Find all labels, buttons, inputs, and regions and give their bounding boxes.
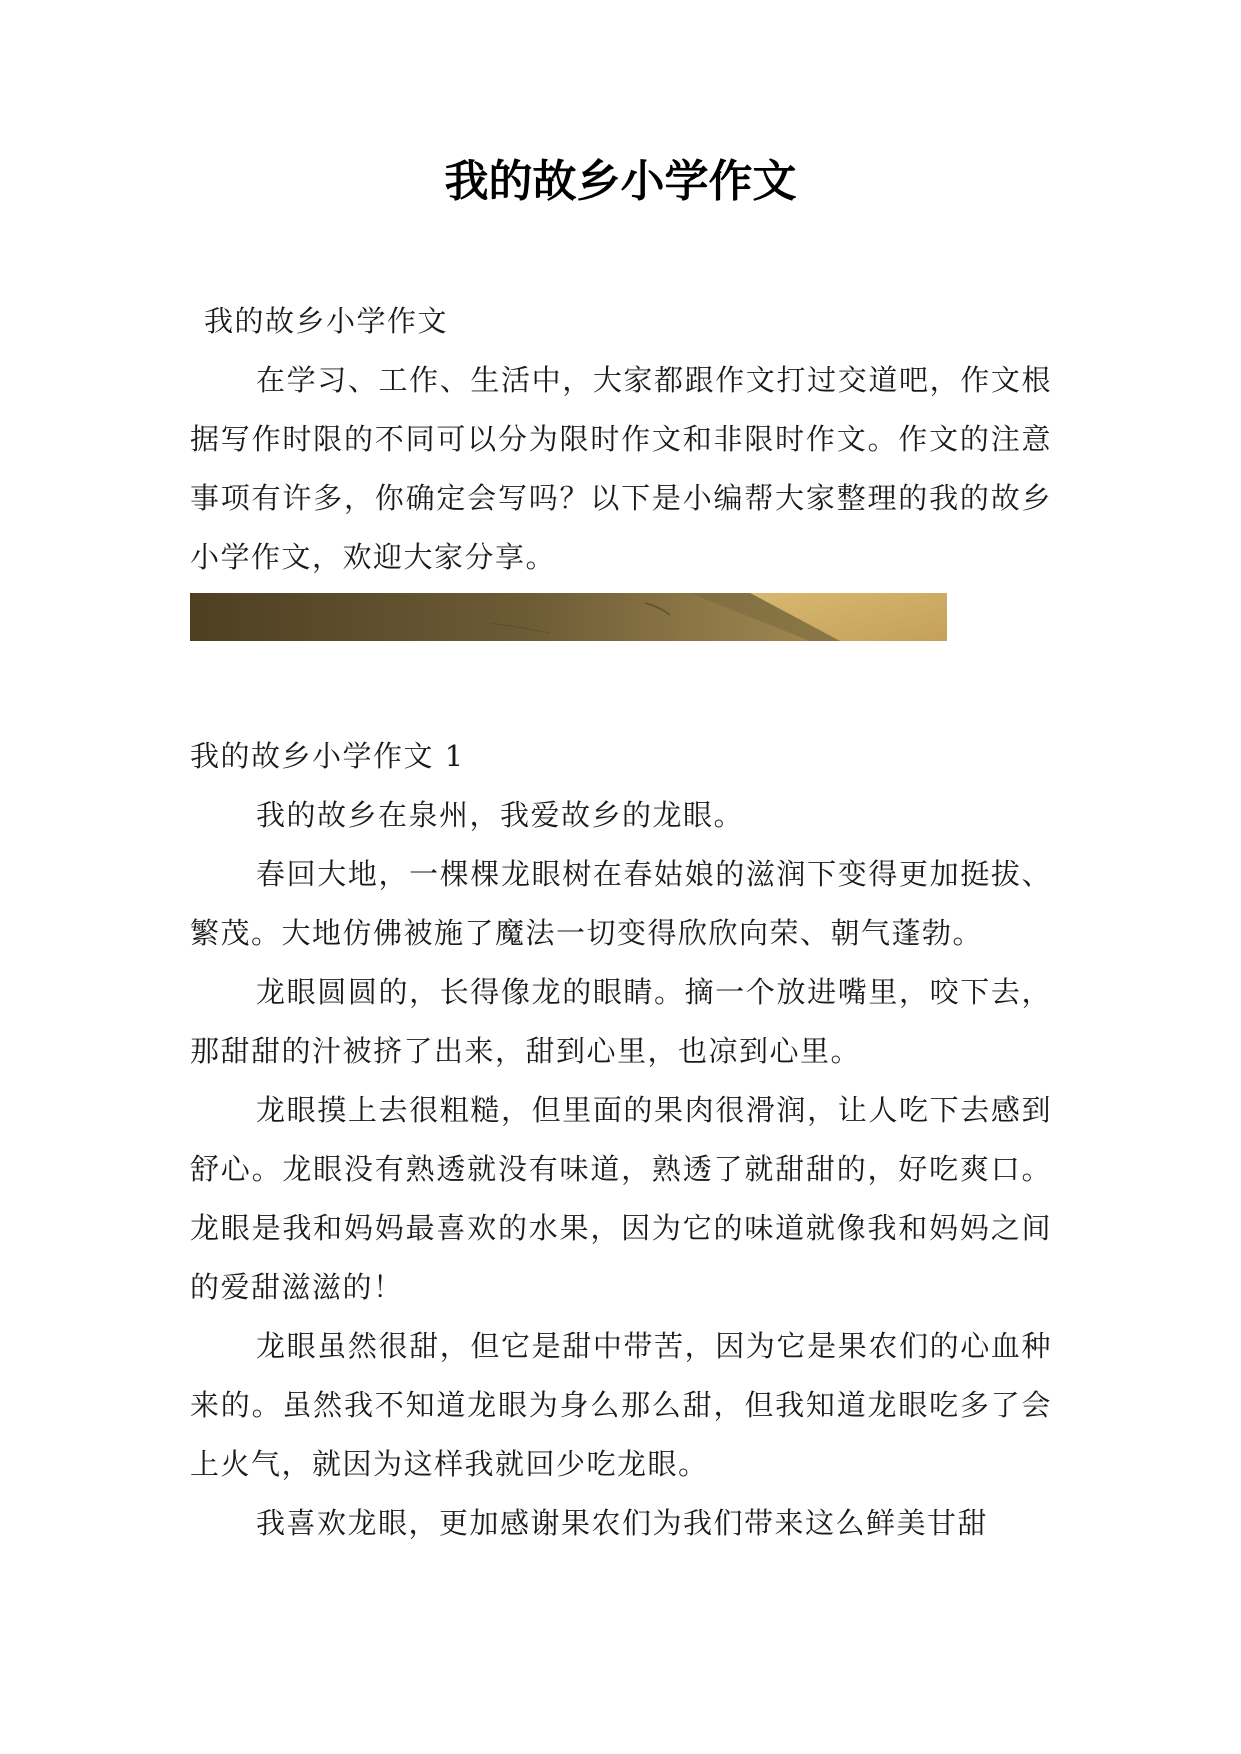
document-body — [190, 292, 1052, 1553]
body-paragraph-4: 龙眼摸上去很粗糙，但里面的果肉很滑润，让人吃下去感到舒心。龙眼没有熟透就没有味道，熟透了就甜甜的，好吃爽口。龙眼是我和妈妈最喜欢的水果，因为它的味道就像我和妈妈之间的爱甜滋滋的！ — [190, 1093, 1052, 1304]
body-paragraph-1: 我的故乡在泉州，我爱故乡的龙眼。 — [256, 798, 745, 832]
page-title: 我的故乡小学作文 — [444, 156, 797, 207]
banner-image-graphic — [190, 593, 947, 641]
body-paragraph-2: 春回大地，一棵棵龙眼树在春姑娘的滋润下变得更加挺拔、繁茂。大地仿佛被施了魔法一切变得欣欣向荣、朝气蓬勃。 — [190, 857, 1052, 950]
body-paragraph-5: 龙眼虽然很甜，但它是甜中带苦，因为它是果农们的心血种来的。虽然我不知道龙眼为身么那么甜，但我知道龙眼吃多了会上火气，就因为这样我就回少吃龙眼。 — [190, 1329, 1052, 1481]
intro-paragraph: 在学习、工作、生活中，大家都跟作文打过交道吧，作文根据写作时限的不同可以分为限时作文和非限时作文。作文的注意事项有许多，你确定会写吗？以下是小编帮大家整理的我的故乡小学作文，欢迎大家分享。 — [190, 363, 1052, 574]
document-subtitle: 我的故乡小学作文 — [204, 304, 449, 338]
section-heading: 我的故乡小学作文 1 — [190, 739, 465, 773]
banner-image — [190, 593, 947, 641]
body-paragraph-6: 我喜欢龙眼，更加感谢果农们为我们带来这么鲜美甘甜 — [256, 1506, 989, 1540]
body-paragraph-3: 龙眼圆圆的，长得像龙的眼睛。摘一个放进嘴里，咬下去，那甜甜的汁被挤了出来，甜到心里，也凉到心里。 — [190, 975, 1052, 1068]
